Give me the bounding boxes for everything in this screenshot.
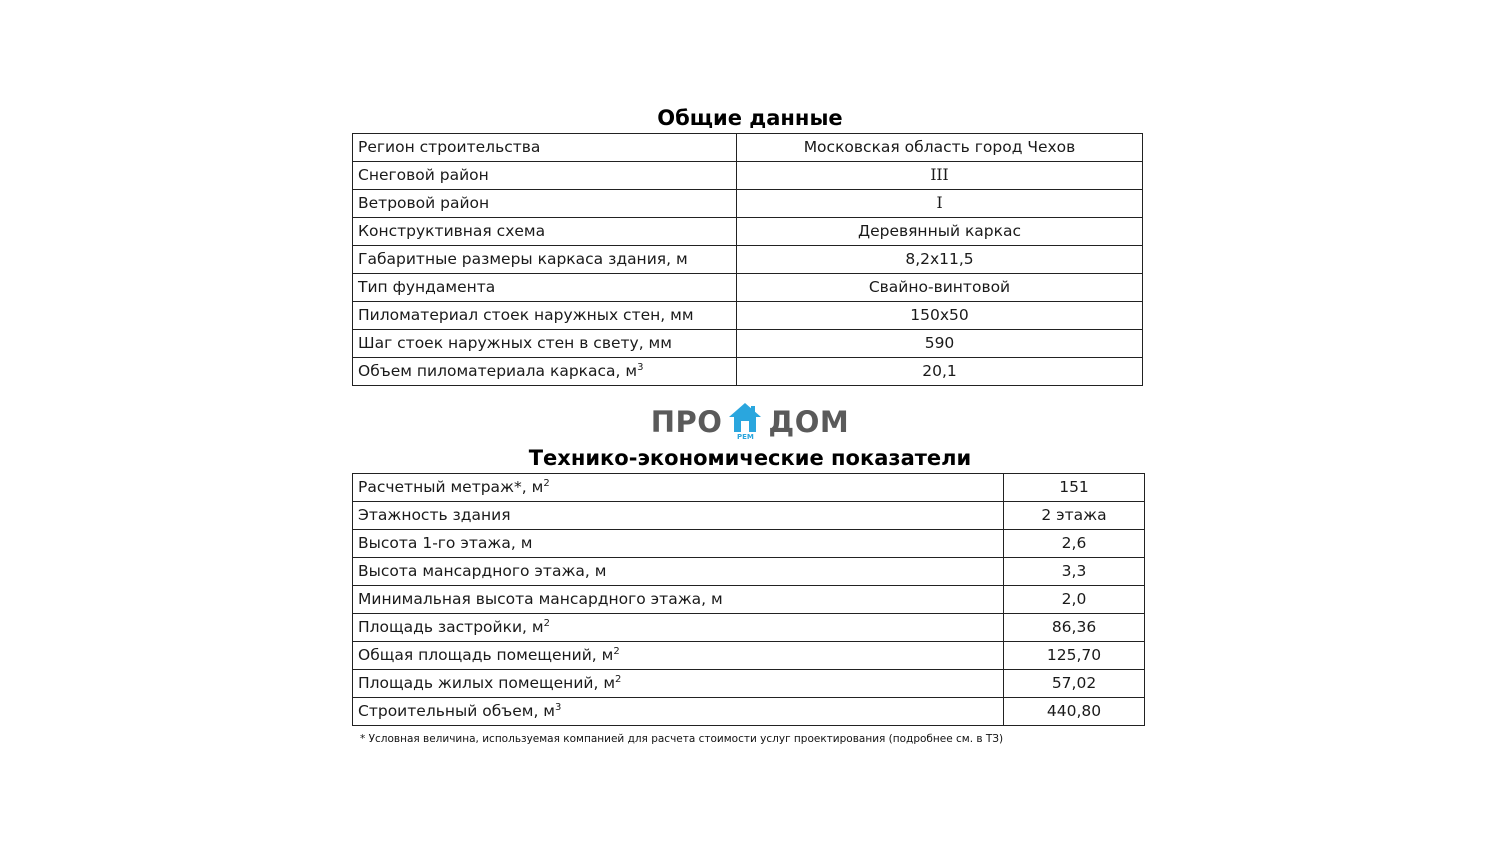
row-label-text: Объем пиломатериала каркаса, м — [358, 362, 638, 380]
tech-economic-table — [352, 473, 1145, 726]
table-row — [353, 218, 1143, 246]
tech-economic-title: Технико-экономические показатели — [528, 446, 972, 470]
row-value: Свайно-винтовой — [737, 274, 1143, 302]
row-value: 86,36 — [1004, 614, 1145, 642]
general-data-title: Общие данные — [657, 106, 843, 130]
row-value: 151 — [1004, 474, 1145, 502]
general-data-table — [352, 133, 1143, 386]
row-label — [353, 614, 1004, 642]
table-row — [353, 274, 1143, 302]
row-value: 2,6 — [1004, 530, 1145, 558]
row-label: Конструктивная схема — [353, 218, 737, 246]
row-value: 2,0 — [1004, 586, 1145, 614]
table-row — [353, 190, 1143, 218]
row-value: 150х50 — [737, 302, 1143, 330]
table-row — [353, 246, 1143, 274]
logo-text-right: ДОМ — [768, 405, 850, 439]
company-logo — [0, 400, 1500, 444]
unit-superscript: 2 — [613, 646, 620, 657]
row-label — [353, 670, 1004, 698]
row-label — [353, 698, 1004, 726]
row-value: 125,70 — [1004, 642, 1145, 670]
row-label — [353, 358, 737, 386]
table-row — [353, 670, 1145, 698]
row-label: Ветровой район — [353, 190, 737, 218]
unit-superscript: 2 — [543, 478, 550, 489]
row-value: 590 — [737, 330, 1143, 358]
footnote: * Условная величина, используемая компанией для расчета стоимости услуг проектирования (подробнее см. в ТЗ) — [360, 733, 1004, 745]
logo-subtext: РЕМ — [736, 433, 754, 441]
row-label-text: Строительный объем, м — [358, 702, 555, 720]
row-label — [353, 474, 1004, 502]
unit-superscript: 3 — [637, 362, 644, 373]
row-value: I — [737, 190, 1143, 218]
row-value: III — [737, 162, 1143, 190]
table-row — [353, 558, 1145, 586]
house-icon — [728, 400, 762, 444]
row-value: 2 этажа — [1004, 502, 1145, 530]
table-row — [353, 358, 1143, 386]
table-row — [353, 502, 1145, 530]
row-label: Минимальная высота мансардного этажа, м — [353, 586, 1004, 614]
table-row — [353, 530, 1145, 558]
row-value: Московская область город Чехов — [737, 134, 1143, 162]
row-value: 57,02 — [1004, 670, 1145, 698]
row-value: 3,3 — [1004, 558, 1145, 586]
row-label-text: Расчетный метраж*, м — [358, 478, 544, 496]
table-row — [353, 302, 1143, 330]
row-label: Высота мансардного этажа, м — [353, 558, 1004, 586]
table-row — [353, 330, 1143, 358]
row-label: Шаг стоек наружных стен в свету, мм — [353, 330, 737, 358]
row-label-text: Общая площадь помещений, м — [358, 646, 614, 664]
row-value: 440,80 — [1004, 698, 1145, 726]
row-label: Высота 1-го этажа, м — [353, 530, 1004, 558]
unit-superscript: 2 — [543, 618, 550, 629]
table-row — [353, 162, 1143, 190]
logo-text-left: ПРО — [650, 405, 723, 439]
unit-superscript: 2 — [615, 674, 622, 685]
unit-superscript: 3 — [555, 702, 562, 713]
row-label: Этажность здания — [353, 502, 1004, 530]
table-row — [353, 586, 1145, 614]
row-value: 20,1 — [737, 358, 1143, 386]
row-label: Тип фундамента — [353, 274, 737, 302]
table-row — [353, 134, 1143, 162]
row-value: Деревянный каркас — [737, 218, 1143, 246]
row-label: Пиломатериал стоек наружных стен, мм — [353, 302, 737, 330]
row-label: Снеговой район — [353, 162, 737, 190]
table-row — [353, 614, 1145, 642]
table-row — [353, 642, 1145, 670]
row-label: Габаритные размеры каркаса здания, м — [353, 246, 737, 274]
table-row — [353, 474, 1145, 502]
row-label-text: Площадь застройки, м — [358, 618, 544, 636]
table-row — [353, 698, 1145, 726]
row-label — [353, 642, 1004, 670]
row-label-text: Площадь жилых помещений, м — [358, 674, 616, 692]
row-value: 8,2х11,5 — [737, 246, 1143, 274]
row-label: Регион строительства — [353, 134, 737, 162]
